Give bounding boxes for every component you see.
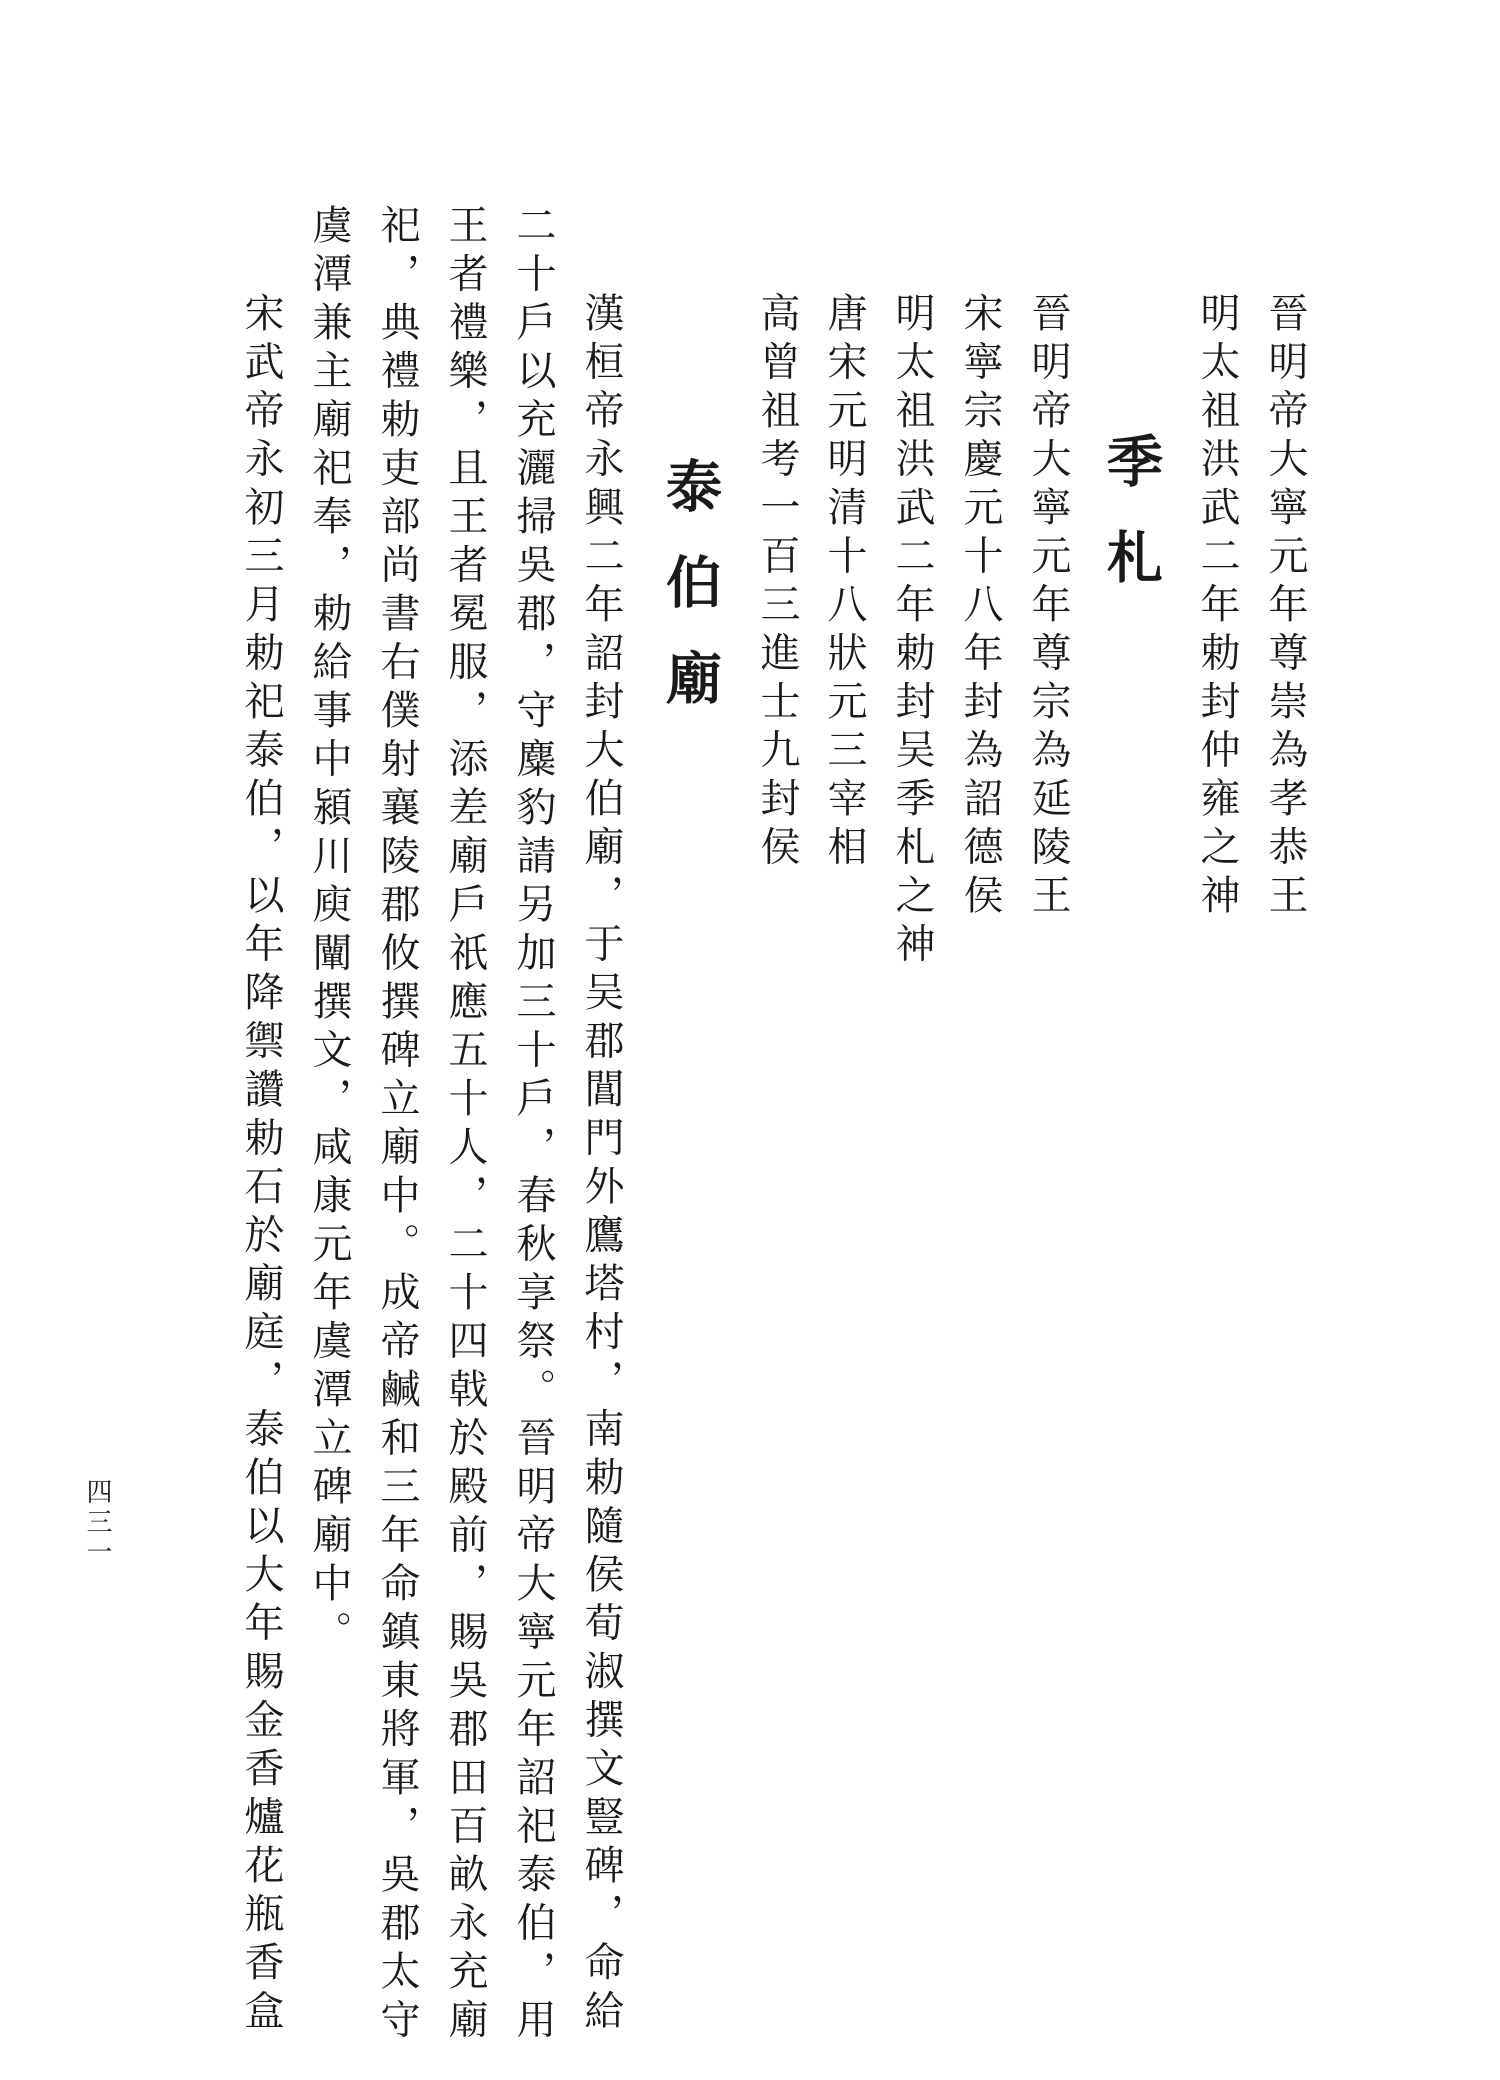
text-line-4: 宋寧宗慶元十八年封為詔德侯 <box>957 292 1003 923</box>
body-line-6: 宋武帝永初三月勅祀泰伯，以年降禦讚勅石於廟庭，泰伯以大年賜金香爐花瓶香盒 <box>238 292 284 2038</box>
text-line-1: 晉明帝大寧元年尊崇為孝恭王 <box>1262 292 1308 923</box>
text-line-5: 明太祖洪武二年勅封吴季札之神 <box>889 292 935 971</box>
section-heading-taibo-temple: 泰伯廟 <box>657 457 723 745</box>
page-number: 四三一 <box>82 1478 112 1568</box>
text-line-2: 明太祖洪武二年勅封仲雍之神 <box>1194 292 1240 923</box>
text-line-7: 高曾祖考一百三進士九封侯 <box>754 292 800 874</box>
body-line-2: 二十戶以充灑掃吳郡，守麋豹請另加三十戶，春秋享祭。晉明帝大寧元年詔祀泰伯，用 <box>510 204 556 2047</box>
text-line-3: 晉明帝大寧元年尊宗為延陵王 <box>1025 292 1071 923</box>
body-line-5: 虞潭兼主廟祀奉，勅給事中潁川庾闡撰文，咸康元年虞潭立碑廟中。 <box>306 204 352 1659</box>
body-line-4: 祀，典禮勅吏部尚書右僕射襄陵郡攸撰碑立廟中。成帝鹹和三年命鎮東將軍，吳郡太守 <box>374 204 420 2047</box>
section-heading-jizha: 季札 <box>1098 432 1164 624</box>
body-line-3: 王者禮樂，且王者冕服，添差廟戶祇應五十人，二十四戟於殿前，賜吳郡田百畝永充廟 <box>442 204 488 2047</box>
text-line-6: 唐宋元明清十八狀元三宰相 <box>821 292 867 874</box>
body-line-1: 漢桓帝永興二年詔封大伯廟，于吴郡閶門外鷹塔村，南勅隨侯荀淑撰文豎碑，命給 <box>578 292 624 2038</box>
